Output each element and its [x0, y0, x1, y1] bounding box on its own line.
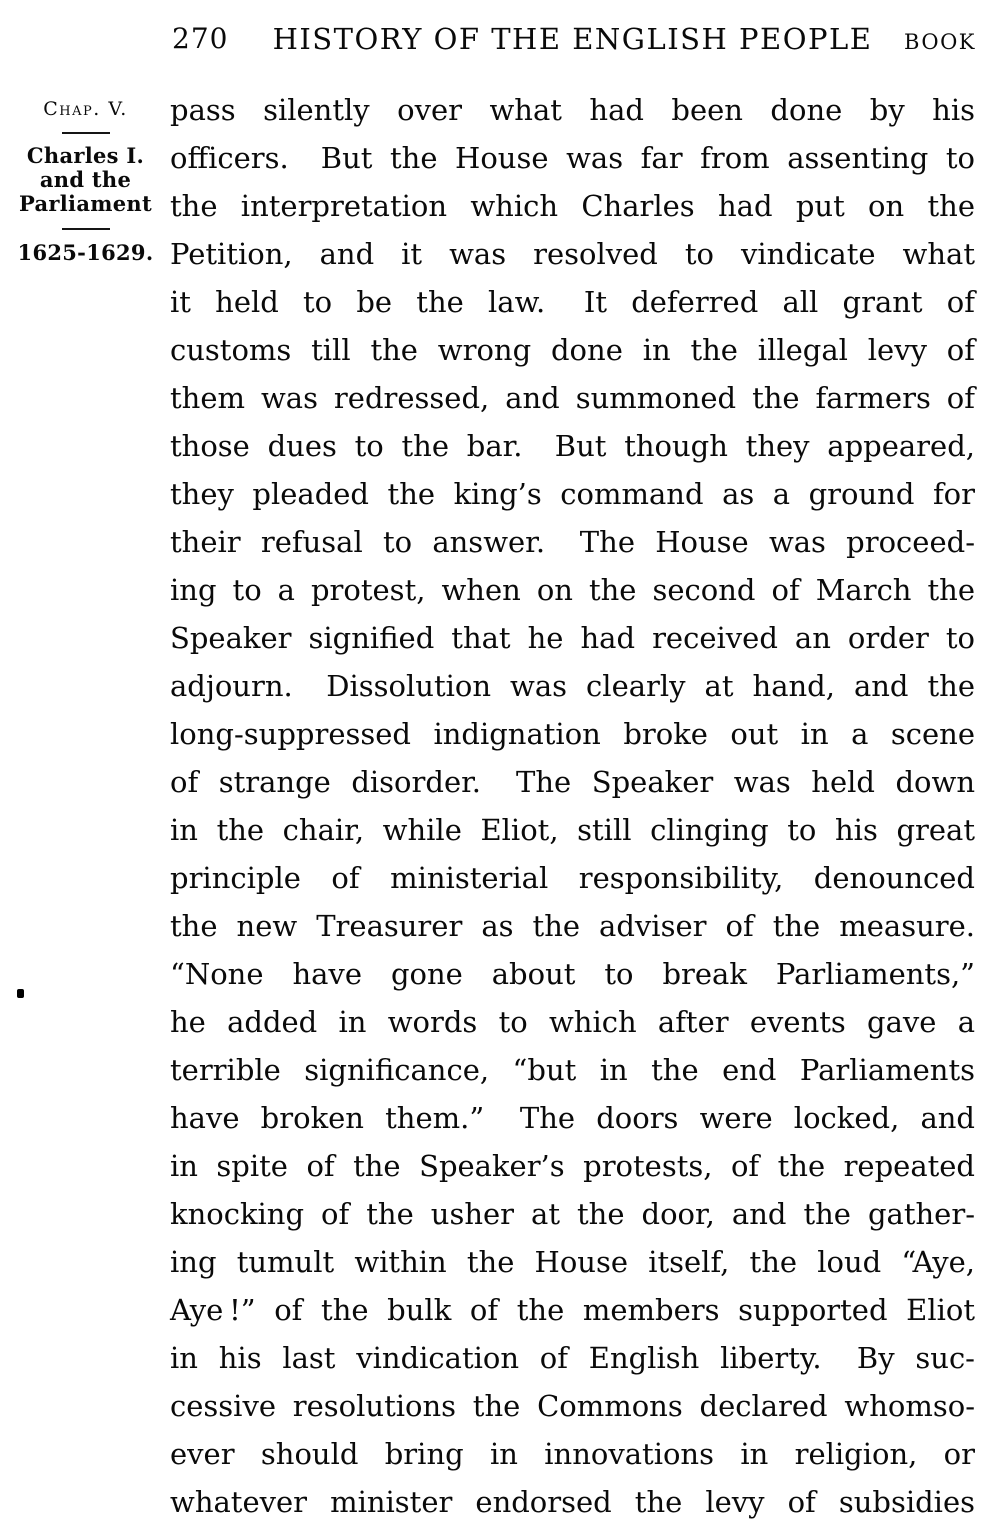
text-line: ing to a protest, when on the second of March the — [170, 573, 975, 607]
text-line: officers. But the House was far from assenting to — [170, 141, 975, 175]
text-line: customs till the wrong done in the illegal levy of — [170, 333, 975, 367]
text-line: have broken them.” The doors were locked, and — [170, 1101, 975, 1135]
margin-section-line: Charles I. — [26, 143, 145, 168]
text-line: of strange disorder. The Speaker was held down — [170, 765, 975, 799]
text-line: terrible significance, “but in the end Parliaments — [170, 1053, 975, 1087]
text-line: long-suppressed indignation broke out in a scene — [170, 717, 975, 751]
text-line: them was redressed, and summoned the farmers of — [170, 381, 975, 415]
body-text-block — [170, 86, 975, 1526]
text-line: pass silently over what had been done by his — [170, 93, 975, 127]
text-line: knocking of the usher at the door, and the gather- — [170, 1197, 975, 1231]
text-line: Speaker signified that he had received an order to — [170, 621, 975, 655]
page-number: 270 — [172, 22, 229, 55]
margin-rule — [62, 228, 110, 230]
text-line: the interpretation which Charles had put on the — [170, 189, 975, 223]
text-line: in spite of the Speaker’s protests, of the repeated — [170, 1149, 975, 1183]
date-range-label: 1625-1629. — [17, 240, 154, 265]
text-line: cessive resolutions the Commons declared whomso- — [170, 1389, 975, 1423]
text-line: in the chair, while Eliot, still clinging to his great — [170, 813, 975, 847]
running-header-title: HISTORY OF THE ENGLISH PEOPLE — [272, 22, 873, 56]
text-line: it held to be the law. It deferred all grant of — [170, 285, 975, 319]
text-line: in his last vindication of English liberty. By suc- — [170, 1341, 975, 1375]
text-line: those dues to the bar. But though they appeared, — [170, 429, 975, 463]
text-line: he added in words to which after events gave a — [170, 1005, 975, 1039]
margin-section-line: Parliament — [18, 191, 152, 216]
text-line: they pleaded the king’s command as a ground for — [170, 477, 975, 511]
chapter-label: Chap. V. — [43, 98, 128, 120]
margin-notes — [8, 98, 163, 265]
text-line: “None have gone about to break Parliaments,” — [170, 957, 975, 991]
text-line: ing tumult within the House itself, the loud “Aye, — [170, 1245, 975, 1279]
ink-speck — [17, 989, 24, 998]
text-line: ever should bring in innovations in religion, or — [170, 1437, 975, 1471]
text-line: Aye !” of the bulk of the members supported Eliot — [170, 1293, 975, 1327]
margin-section-line: and the — [39, 167, 132, 192]
text-line: their refusal to answer. The House was proceed- — [170, 525, 975, 559]
text-line: principle of ministerial responsibility, denounced — [170, 861, 975, 895]
text-line: adjourn. Dissolution was clearly at hand, and the — [170, 669, 975, 703]
text-line: the new Treasurer as the adviser of the measure. — [170, 909, 975, 943]
book-header-label: BOOK — [904, 30, 976, 54]
text-line: whatever minister endorsed the levy of subsidies — [170, 1485, 975, 1519]
margin-rule — [62, 132, 110, 134]
text-line: Petition, and it was resolved to vindicate what — [170, 237, 975, 271]
